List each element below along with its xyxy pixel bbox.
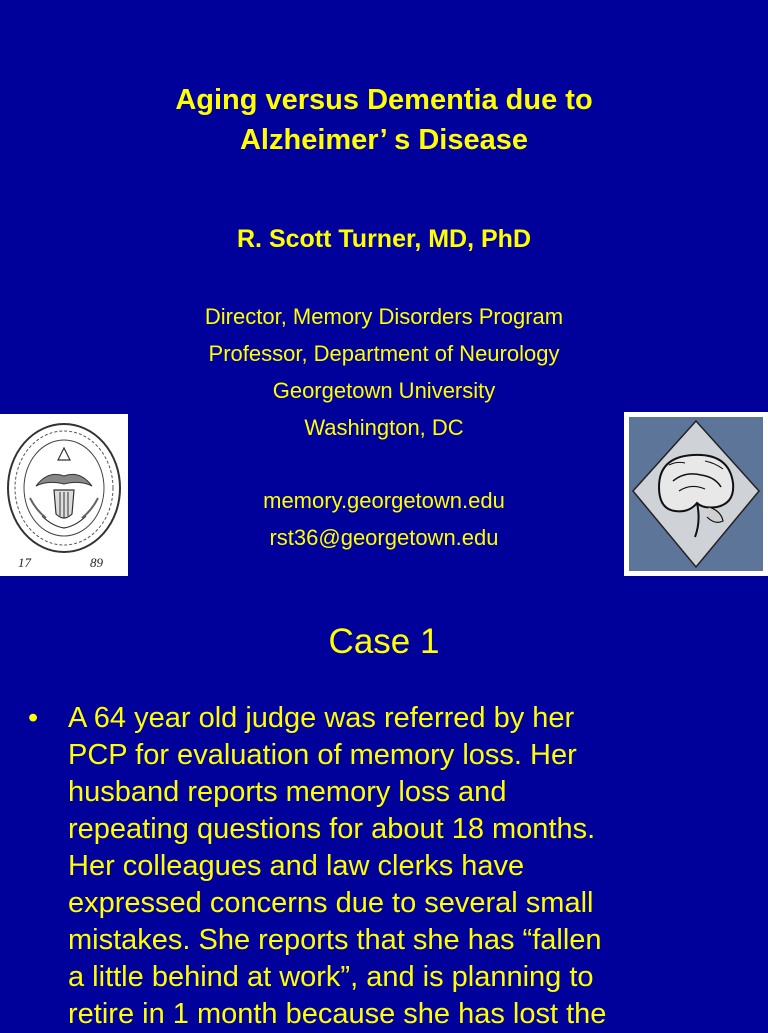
title-line-2: Alzheimer’ s Disease (239, 124, 529, 156)
title-line-1: Aging versus Dementia due to (175, 84, 593, 116)
slide-title (0, 80, 768, 160)
georgetown-seal-image (0, 414, 128, 576)
memory-program-logo (624, 412, 768, 576)
affiliation-line: Professor, Department of Neurology (208, 341, 560, 366)
affiliation-line: Washington, DC (304, 415, 464, 440)
author-name: R. Scott Turner, MD, PhD (237, 225, 531, 253)
case-title: Case 1 (328, 622, 440, 661)
seal-year-left: 17 (18, 555, 31, 570)
website-text: memory.georgetown.edu (263, 488, 505, 513)
seal-year-right: 89 (90, 555, 103, 570)
case-description: A 64 year old judge was referred by her PCP for evaluation of memory loss. Her husband reports memory loss and repeating questions for about 18 months. Her colleagues and law clerks have expressed concerns due to several small mistakes. She reports that she has “fallen a little behind at work”, and is planning to retire in 1 month because she has lost the (68, 702, 607, 1030)
bullet-marker: • (28, 702, 39, 734)
affiliation-line: Director, Memory Disorders Program (204, 304, 564, 329)
brain-diamond-icon (629, 417, 763, 571)
email-text: rst36@georgetown.edu (269, 525, 499, 550)
logo-background (629, 417, 763, 571)
seal-icon (0, 414, 128, 576)
affiliation-line: Georgetown University (272, 378, 496, 403)
